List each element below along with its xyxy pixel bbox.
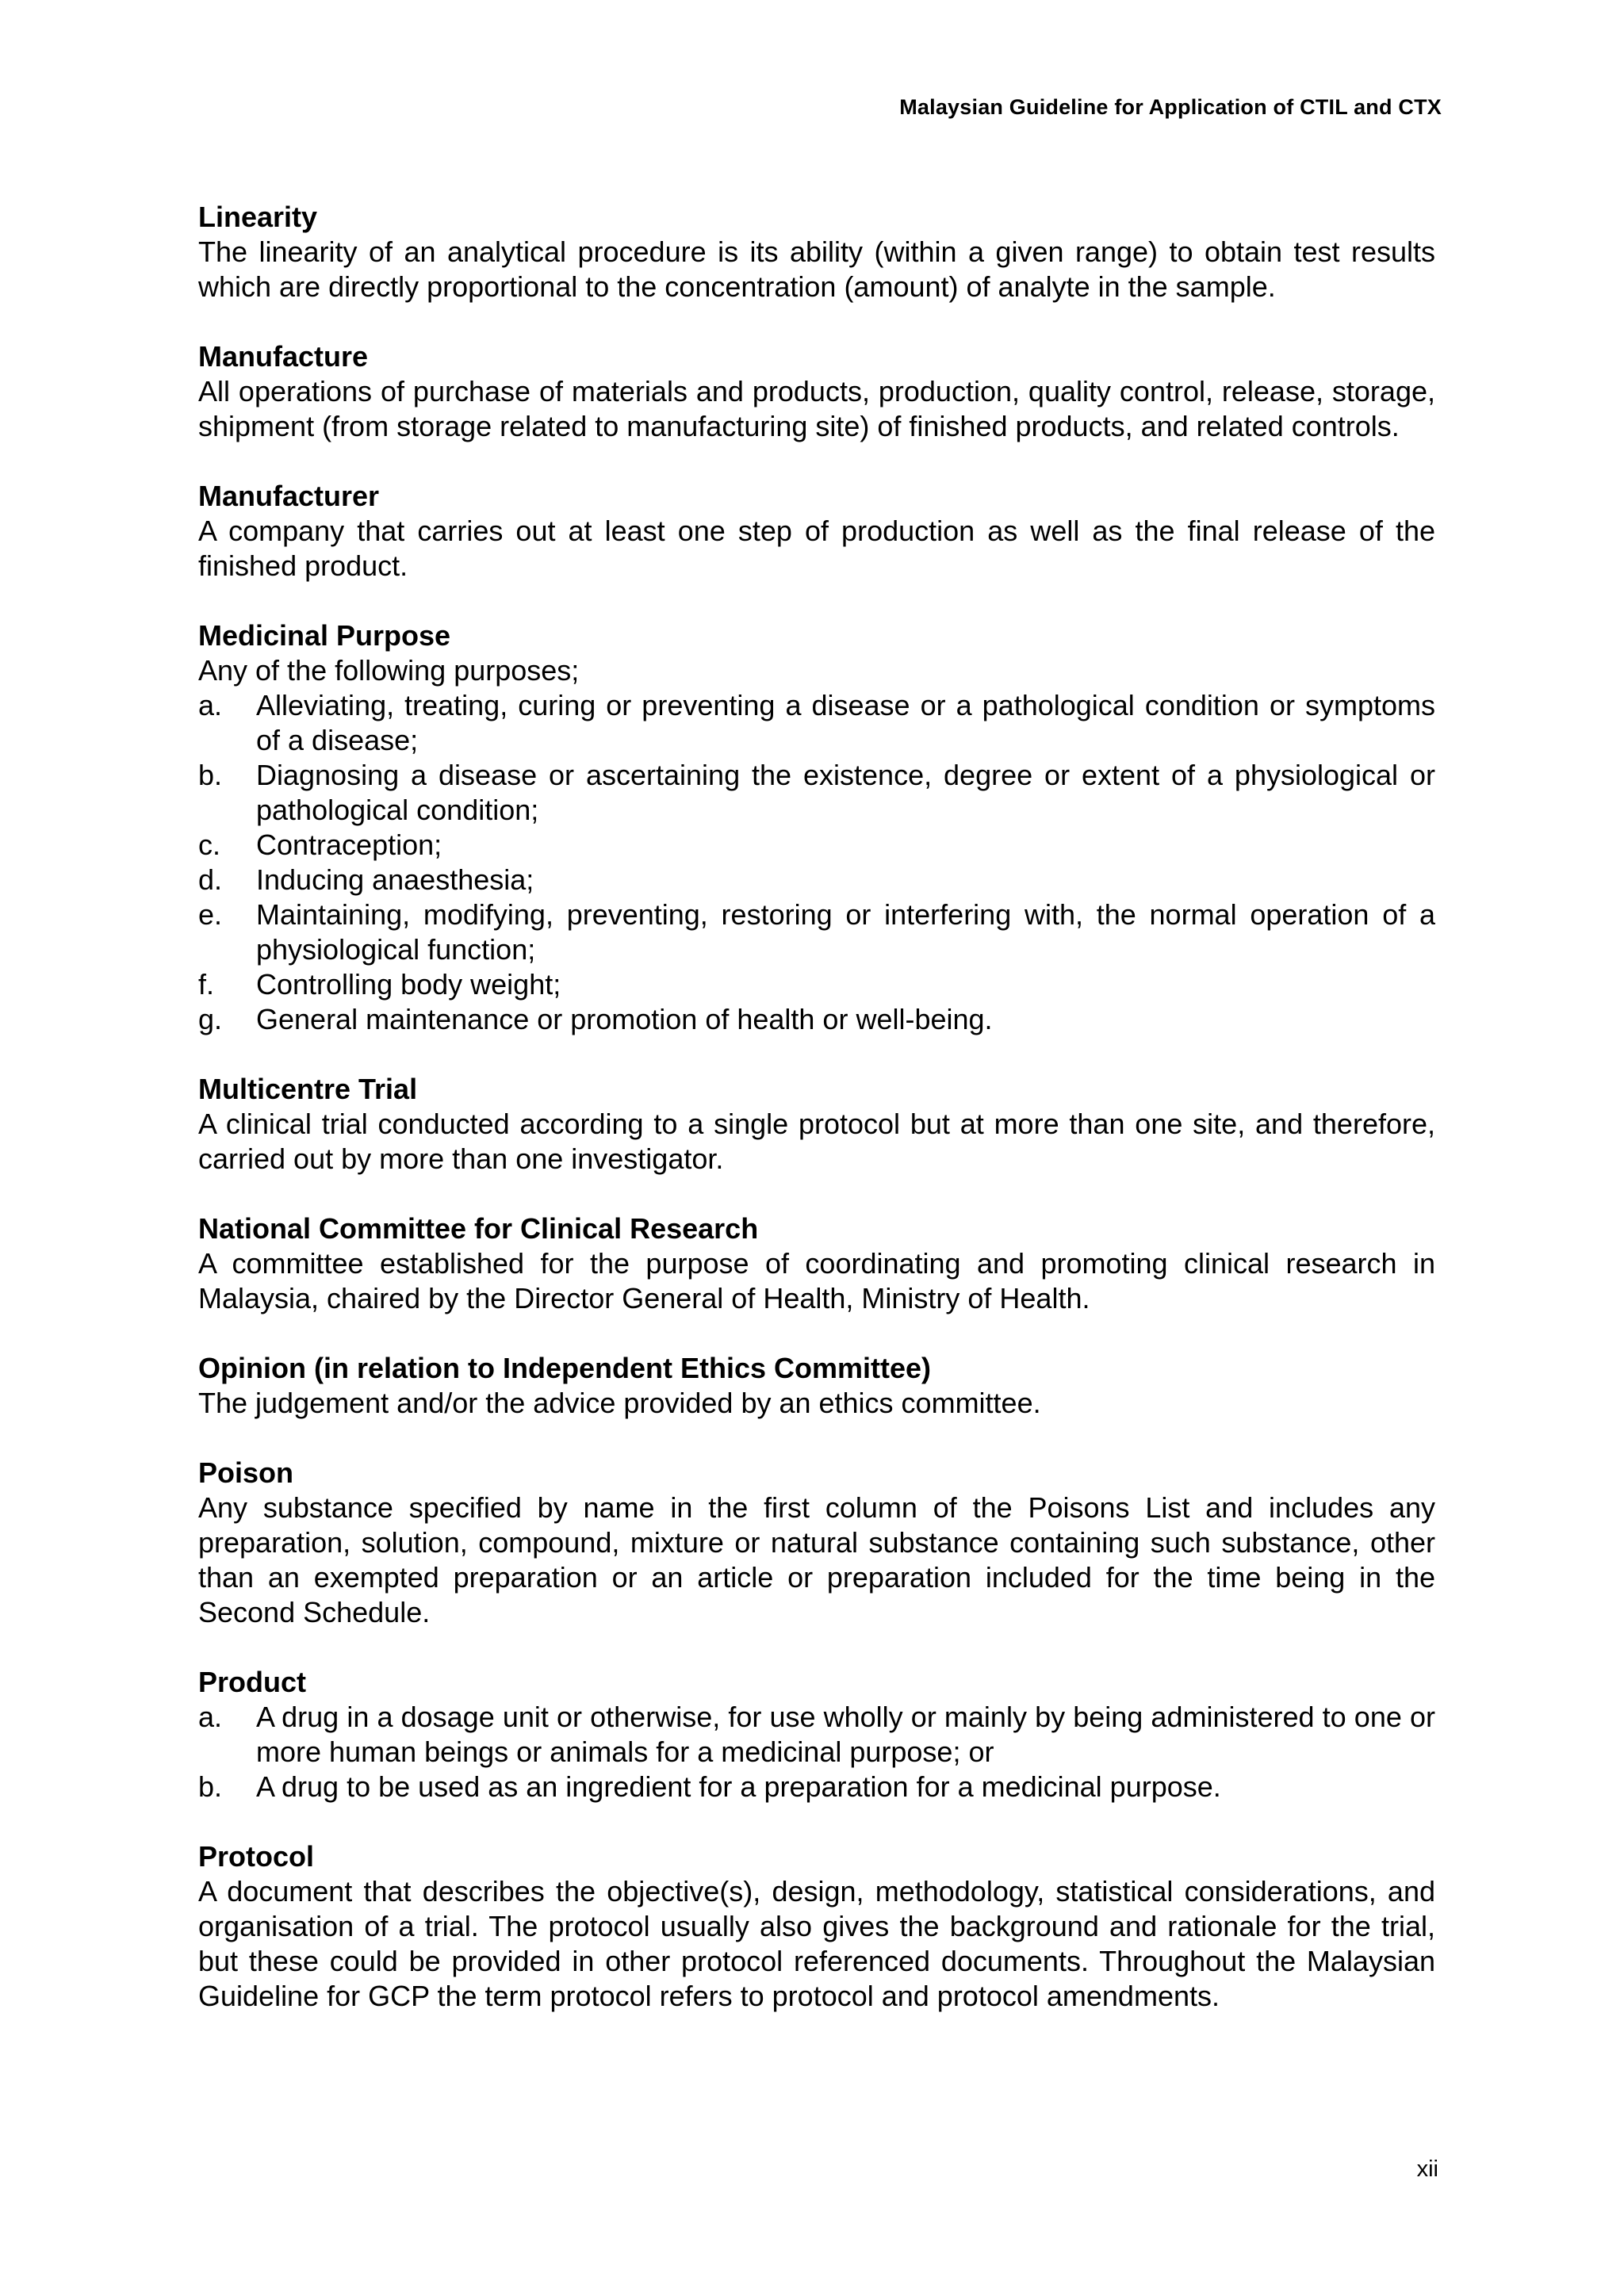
term-heading: Medicinal Purpose (198, 619, 451, 652)
term-definition: Any substance specified by name in the first column of the Poisons List and includes any preparation, solution, compound, mixture or natural substance containing such substance, other than an exempted preparation or an article or preparation included for the time being in the Second Schedule. (198, 1491, 1435, 1628)
glossary-entry-linearity (198, 200, 1435, 304)
term-heading: Multicentre Trial (198, 1073, 418, 1105)
list-marker: b. (198, 759, 223, 791)
list-item (198, 688, 1435, 758)
list-item-text: Controlling body weight; (256, 968, 561, 1001)
list-marker: e. (198, 898, 223, 931)
term-definition: The linearity of an analytical procedure is its ability (within a given range) to obtain test results which are directly proportional to the concentration (amount) of analyte in the sample. (198, 235, 1435, 303)
term-heading: Protocol (198, 1840, 315, 1873)
list-item (198, 897, 1435, 967)
list-item (198, 1770, 1435, 1804)
page-header: Malaysian Guideline for Application of CTIL and CTX (899, 95, 1442, 119)
list-item-text: A drug to be used as an ingredient for a preparation for a medicinal purpose. (256, 1770, 1221, 1803)
list-item (198, 758, 1435, 828)
list-marker: b. (198, 1770, 223, 1803)
list-item (198, 828, 1435, 863)
list-marker: f. (198, 968, 215, 1001)
glossary-entry-manufacturer (198, 479, 1435, 584)
list-item-text: Contraception; (256, 828, 442, 861)
glossary-entry-opinion (198, 1351, 1435, 1421)
list-item-text: Alleviating, treating, curing or preventing a disease or a pathological condition or symptoms of a disease; (256, 689, 1435, 756)
list-marker: g. (198, 1003, 223, 1035)
term-heading: Manufacture (198, 340, 369, 373)
list-item (198, 1700, 1435, 1770)
term-heading: Product (198, 1666, 307, 1698)
list-marker: d. (198, 863, 223, 896)
term-heading: National Committee for Clinical Research (198, 1212, 759, 1245)
glossary-entry-multicentre-trial (198, 1072, 1435, 1177)
list-item-text: Maintaining, modifying, preventing, restoring or interfering with, the normal operation of a physiological function; (256, 898, 1435, 966)
term-heading: Linearity (198, 201, 318, 233)
term-heading: Opinion (in relation to Independent Ethics Committee) (198, 1352, 932, 1384)
glossary-entry-protocol (198, 1839, 1435, 2014)
purposes-list (198, 688, 1435, 1037)
list-item-text: A drug in a dosage unit or otherwise, for use wholly or mainly by being administered to one or more human beings or animals for a medicinal purpose; or (256, 1701, 1435, 1768)
term-definition: A committee established for the purpose of coordinating and promoting clinical research in Malaysia, chaired by the Director General of Health, Ministry of Health. (198, 1247, 1435, 1314)
term-definition: All operations of purchase of materials and products, production, quality control, release, storage, shipment (from storage related to manufacturing site) of finished products, and related controls. (198, 375, 1435, 442)
term-definition: Any of the following purposes; (198, 654, 580, 687)
glossary-content (198, 200, 1435, 2049)
term-definition: The judgement and/or the advice provided by an ethics committee. (198, 1387, 1041, 1419)
list-marker: c. (198, 828, 221, 861)
term-definition: A clinical trial conducted according to a single protocol but at more than one site, and therefore, carried out by more than one investigator. (198, 1108, 1435, 1175)
list-item-text: Diagnosing a disease or ascertaining the existence, degree or extent of a physiological or pathological condition; (256, 759, 1435, 826)
list-item-text: Inducing anaesthesia; (256, 863, 534, 896)
glossary-entry-medicinal-purpose (198, 618, 1435, 1037)
list-marker: a. (198, 689, 223, 721)
list-item (198, 863, 1435, 897)
list-item (198, 1002, 1435, 1037)
term-heading: Poison (198, 1456, 294, 1489)
term-heading: Manufacturer (198, 480, 380, 512)
list-item (198, 967, 1435, 1002)
term-definition: A company that carries out at least one step of production as well as the final release of the finished product. (198, 515, 1435, 582)
list-item-text: General maintenance or promotion of health or well-being. (256, 1003, 993, 1035)
product-list (198, 1700, 1435, 1804)
glossary-entry-product (198, 1665, 1435, 1804)
page-number: xii (1416, 2156, 1438, 2182)
term-definition: A document that describes the objective(s), design, methodology, statistical considerations, and organisation of a trial. The protocol usually also gives the background and rationale for the trial, but these could be provided in other protocol referenced documents. Throughout the Malaysian Guideline for GCP the term protocol refers to protocol and protocol amendments. (198, 1875, 1435, 2012)
glossary-entry-poison (198, 1456, 1435, 1630)
glossary-entry-national-committee (198, 1211, 1435, 1316)
glossary-entry-manufacture (198, 339, 1435, 444)
list-marker: a. (198, 1701, 223, 1733)
